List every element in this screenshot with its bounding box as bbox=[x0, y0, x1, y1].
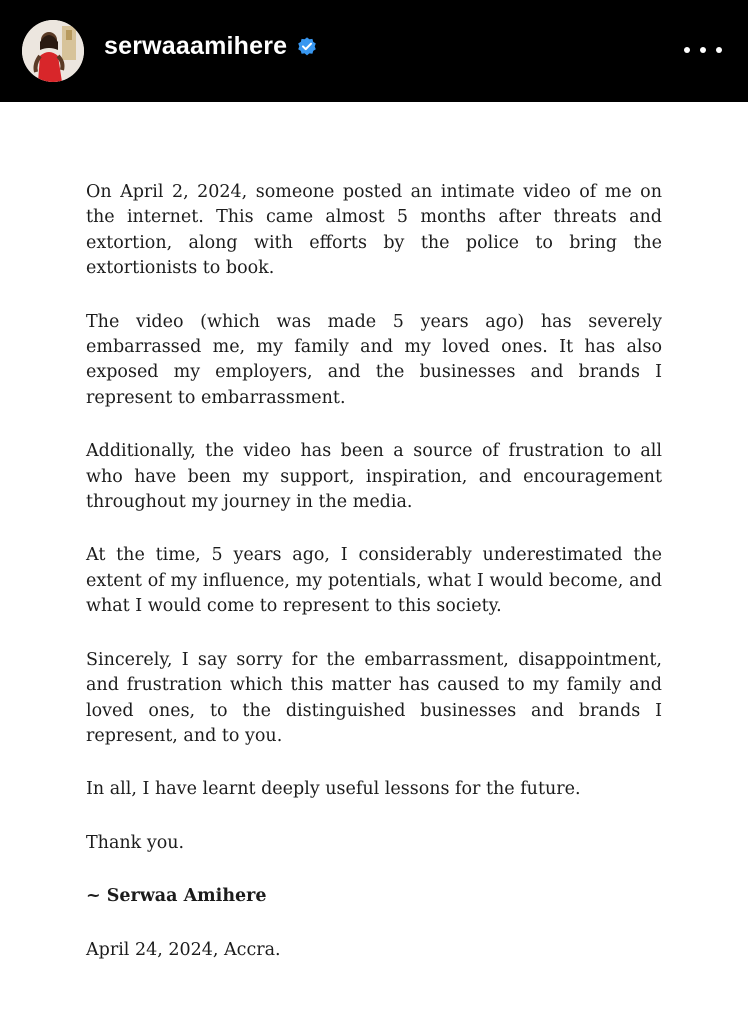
verified-badge-icon bbox=[296, 36, 318, 58]
post-header bbox=[0, 0, 748, 102]
letter-paragraph: Sincerely, I say sorry for the embarrassment, disappointment, and frustration which this matter has caused to my family and loved ones, to the distinguished businesses and brands I represent, and to you. bbox=[86, 649, 662, 746]
statement-letter bbox=[86, 180, 662, 991]
letter-closing: Thank you. bbox=[86, 832, 185, 853]
more-horizontal-icon bbox=[716, 47, 722, 53]
more-horizontal-icon bbox=[684, 47, 690, 53]
letter-paragraph: The video (which was made 5 years ago) has severely embarrassed me, my family and my loved ones. It has also exposed my employers, and the businesses and brands I represent to embarrassment. bbox=[86, 311, 662, 408]
more-options-button[interactable] bbox=[684, 36, 722, 64]
letter-paragraph: Additionally, the video has been a source of frustration to all who have been my support, inspiration, and encouragement throughout my journey in the media. bbox=[86, 441, 662, 513]
username-row bbox=[104, 32, 318, 61]
letter-dateline: April 24, 2024, Accra. bbox=[86, 939, 281, 960]
avatar-image bbox=[22, 20, 84, 82]
letter-paragraph: At the time, 5 years ago, I considerably underestimated the extent of my influence, my potentials, what I would become, and what I would come to represent to this society. bbox=[86, 545, 662, 617]
avatar[interactable] bbox=[22, 20, 84, 82]
letter-signature: ~ Serwaa Amihere bbox=[86, 886, 267, 907]
more-horizontal-icon bbox=[700, 47, 706, 53]
letter-paragraph: In all, I have learnt deeply useful lessons for the future. bbox=[86, 779, 581, 800]
username-link[interactable]: serwaaamihere bbox=[104, 32, 288, 60]
letter-paragraph: On April 2, 2024, someone posted an intimate video of me on the internet. This came almost 5 months after threats and extortion, along with efforts by the police to bring the extortionists to book. bbox=[86, 182, 662, 279]
